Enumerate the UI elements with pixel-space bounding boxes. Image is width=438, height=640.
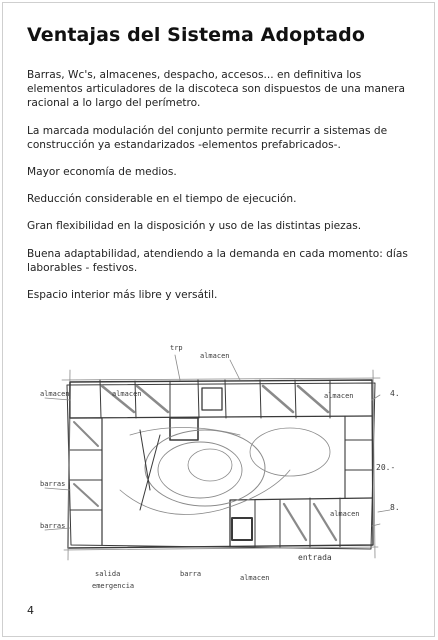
annotation-label: almacen bbox=[200, 352, 230, 360]
floor-plan-sketch-svg bbox=[40, 340, 412, 602]
interior-sketch bbox=[120, 428, 330, 515]
floor-plan-sketch bbox=[40, 340, 412, 602]
annotation-label: barras bbox=[40, 522, 66, 530]
annotation-label: almacen bbox=[324, 392, 354, 400]
paragraph: Reducción considerable en el tiempo de ejecución. bbox=[27, 193, 297, 206]
paragraph: Barras, Wc's, almacenes, despacho, accesos... en definitiva los elementos articuladores de la discoteca son dispuestos de una manera racional a lo largo del perímetro. bbox=[27, 69, 406, 110]
paragraph: La marcada modulación del conjunto permite recurrir a sistemas de construcción ya estandarizados -elementos prefabricados-. bbox=[27, 124, 388, 151]
paragraph: Espacio interior más libre y versátil. bbox=[27, 289, 218, 302]
paragraph: Mayor economía de medios. bbox=[27, 166, 177, 179]
paragraph: Gran flexibilidad en la disposición y uso de las distintas piezas. bbox=[27, 220, 362, 233]
annotation-label: 8. bbox=[390, 503, 400, 512]
page-number: 4 bbox=[27, 604, 34, 617]
annotation-label: 4. bbox=[390, 389, 400, 398]
right-modules bbox=[345, 416, 372, 498]
annotation-label: entrada bbox=[298, 553, 332, 562]
annotation-label: barras bbox=[40, 480, 66, 488]
annotation-label: almacen bbox=[240, 574, 270, 582]
annotation-label: barra bbox=[180, 570, 202, 578]
annotation-label: almacen bbox=[330, 510, 360, 518]
bottom-right-modules bbox=[230, 498, 372, 547]
annotation-label: almacen bbox=[40, 390, 70, 398]
page-title: Ventajas del Sistema Adoptado bbox=[27, 24, 365, 46]
annotation-label: emergencia bbox=[92, 582, 135, 590]
annotation-label: salida bbox=[95, 570, 121, 578]
paragraph: Buena adaptabilidad, atendiendo a la demanda en cada momento: días laborables - festivos. bbox=[27, 247, 408, 274]
body-text bbox=[27, 68, 417, 315]
annotation-label: almacen bbox=[112, 390, 142, 398]
annotation-label: trp bbox=[170, 344, 183, 352]
left-modules bbox=[70, 418, 102, 545]
annotation-label: 20.- bbox=[376, 463, 396, 472]
